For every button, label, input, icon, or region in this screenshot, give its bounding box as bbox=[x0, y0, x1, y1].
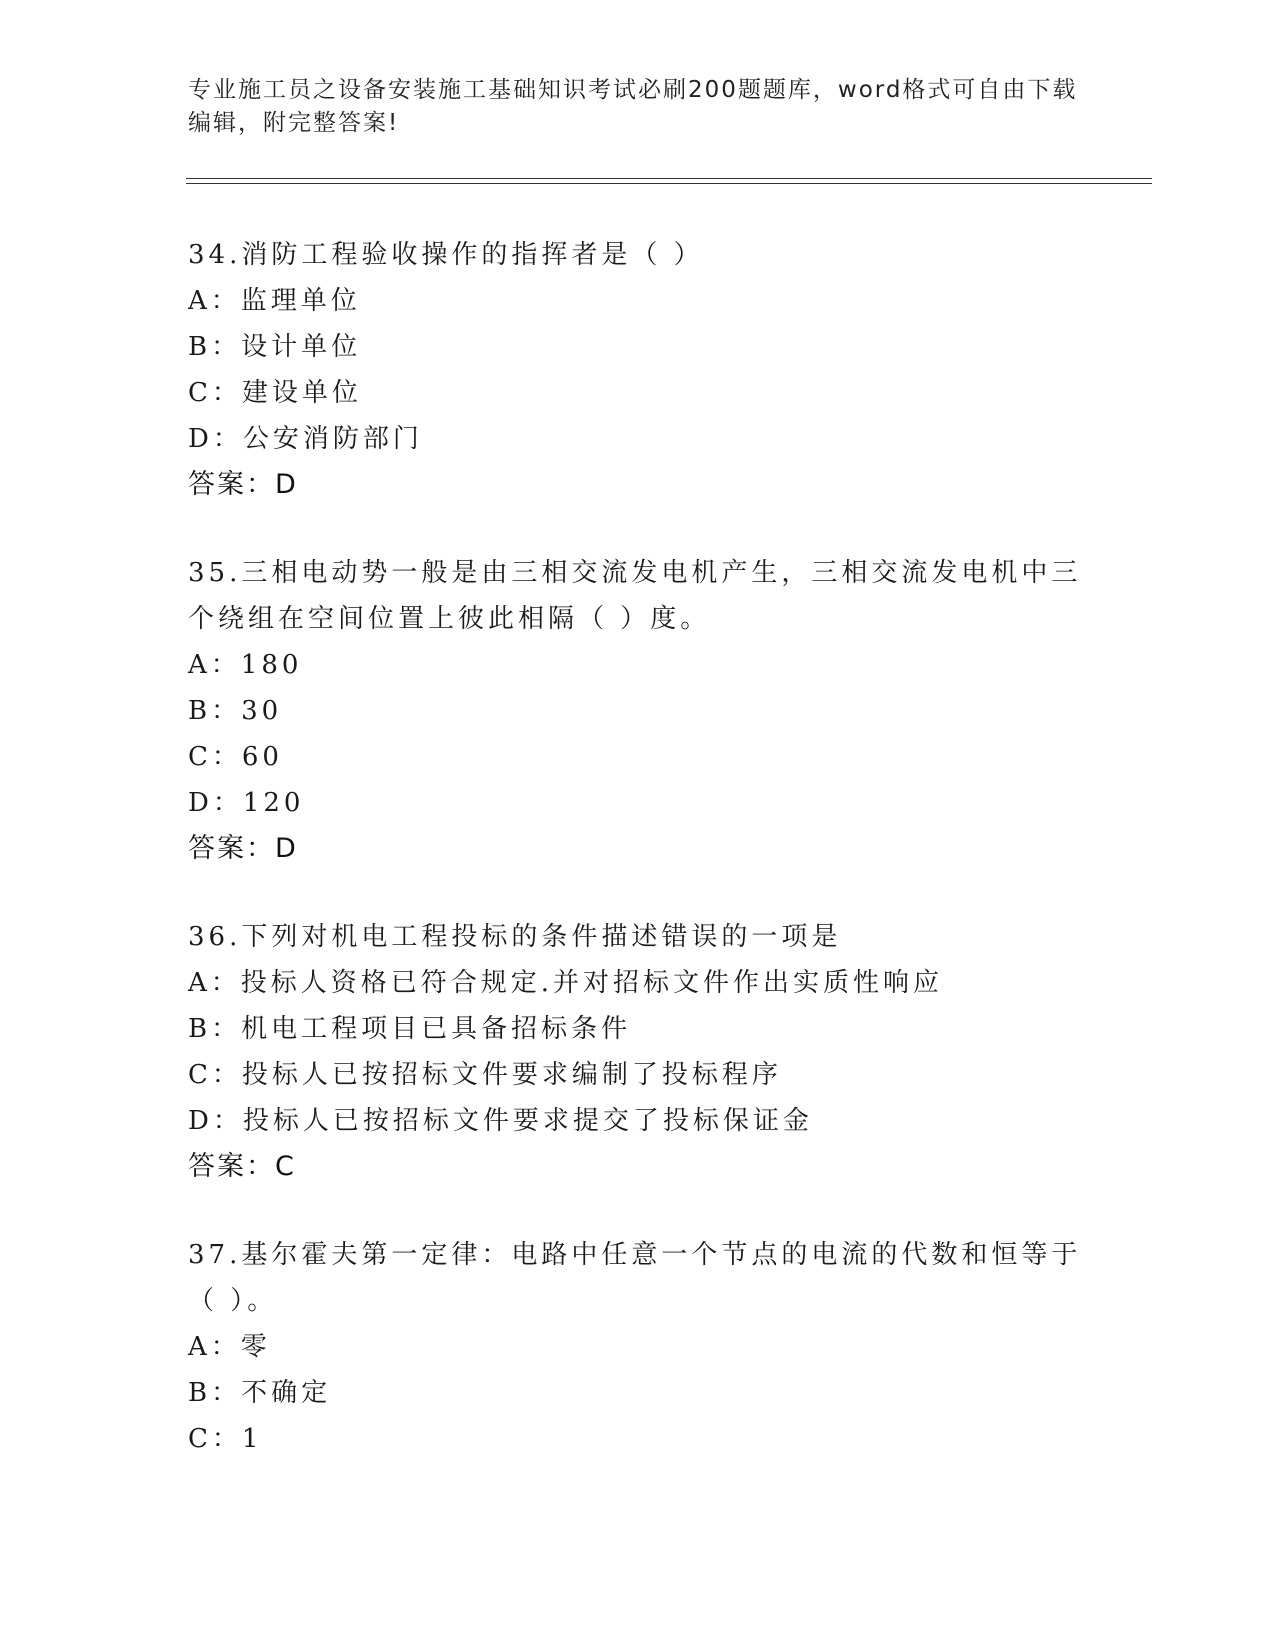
question-stem: 35.三相电动势一般是由三相交流发电机产生，三相交流发电机中三个绕组在空间位置上彼此相隔（ ）度。 bbox=[188, 558, 1082, 634]
question-stem: 37.基尔霍夫第一定律：电路中任意一个节点的电流的代数和恒等于（ ）。 bbox=[188, 1240, 1082, 1316]
option-d: D：120 bbox=[188, 788, 305, 818]
header-rule-bottom bbox=[186, 183, 1152, 184]
question-37 bbox=[188, 1232, 1088, 1462]
option-a: A：180 bbox=[188, 650, 303, 680]
question-35 bbox=[188, 550, 1088, 872]
option-c: C：建设单位 bbox=[188, 378, 362, 408]
option-a: A：零 bbox=[188, 1332, 271, 1362]
option-c: C：1 bbox=[188, 1424, 263, 1454]
question-list bbox=[188, 232, 1088, 1504]
option-c: C：投标人已按招标文件要求编制了投标程序 bbox=[188, 1060, 782, 1090]
question-stem: 36.下列对机电工程投标的条件描述错误的一项是 bbox=[188, 922, 842, 952]
option-d: D：投标人已按招标文件要求提交了投标保证金 bbox=[188, 1106, 813, 1136]
header-rule-top bbox=[186, 178, 1152, 179]
option-d: D：公安消防部门 bbox=[188, 424, 423, 454]
answer: 答案：D bbox=[188, 469, 298, 500]
question-36 bbox=[188, 914, 1088, 1190]
option-b: B：30 bbox=[188, 696, 283, 726]
option-b: B：设计单位 bbox=[188, 332, 362, 362]
option-a: A：投标人资格已符合规定.并对招标文件作出实质性响应 bbox=[188, 968, 944, 998]
option-b: B：不确定 bbox=[188, 1378, 332, 1408]
option-a: A：监理单位 bbox=[188, 286, 361, 316]
question-34 bbox=[188, 232, 1088, 508]
answer: 答案：C bbox=[188, 1151, 296, 1182]
option-b: B：机电工程项目已具备招标条件 bbox=[188, 1014, 632, 1044]
option-c: C：60 bbox=[188, 742, 283, 772]
question-stem: 34.消防工程验收操作的指挥者是（ ） bbox=[188, 240, 704, 270]
document-header: 专业施工员之设备安装施工基础知识考试必刷200题题库，word格式可自由下载编辑，附完整答案! bbox=[188, 77, 1078, 136]
answer: 答案：D bbox=[188, 833, 298, 864]
